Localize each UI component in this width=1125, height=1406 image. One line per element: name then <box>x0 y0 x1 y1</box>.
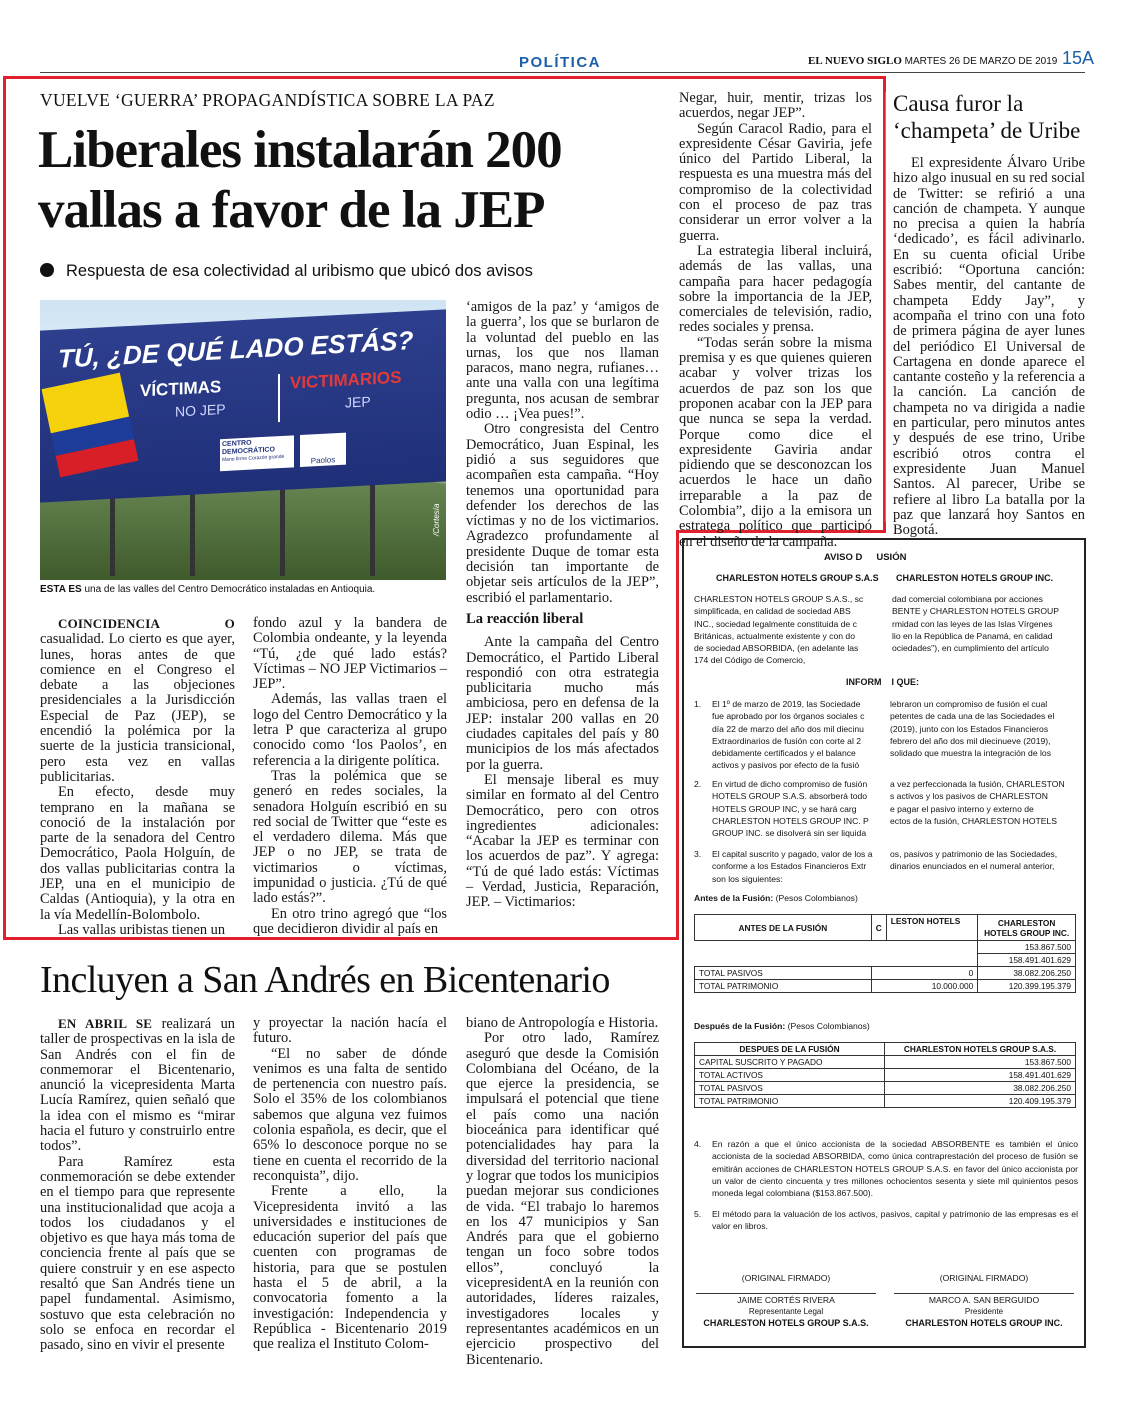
item-3-right <box>890 848 1084 873</box>
item-4-number: 4. <box>694 1139 702 1149</box>
col1-p3: Las vallas uribistas tienen un <box>58 921 226 938</box>
cell: TOTAL ACTIVOS <box>695 1069 885 1082</box>
line: lio en la República de Panamá, en calidad <box>892 630 1053 641</box>
cell: TOTAL PATRIMONIO <box>695 980 872 993</box>
logo1-sub: Mano firme Corazón grande <box>222 453 285 464</box>
cell: 120.399.195.379 <box>978 980 1076 993</box>
photo-credit: /Cortesía <box>432 503 441 536</box>
item-1-left <box>712 698 882 772</box>
notice-title <box>824 552 906 564</box>
line: GROUP INC. se disolverá sin ser liquida <box>712 828 867 839</box>
bullet-icon <box>40 263 54 277</box>
billboard-left-big: VÍCTIMAS <box>140 377 222 401</box>
line: día 22 de marzo del año dos mil diecinu <box>712 723 864 734</box>
logo2-text: Paolos <box>310 455 336 466</box>
lead-in: COINCIDENCIA O <box>58 616 235 631</box>
line: a vez perfeccionada la fusión, CHARLESTON <box>890 779 1065 789</box>
second-col1-p2: Para Ramírez esta conmemoración se debe extender en el tiempo para que represente una institucionalidad que acoja a todos los ciudadanos y el objetivo es que haya más toma de conciencia frente al país que se quiere construir y en ese aspecto resaltó que San Andrés tiene un papel fundamental. Asimismo, sostuvo que esta celebración no solo se enfoca en recordar el pasado, sino en vivir el presente <box>40 1153 235 1354</box>
table-row <box>695 1056 1076 1069</box>
cell: CAPITAL SUSCRITO Y PAGADO <box>695 1056 885 1069</box>
line: dinarios enunciados en el numeral anterior, <box>890 861 1055 872</box>
th-after-col2: CHARLESTON HOTELS GROUP S.A.S. <box>885 1043 1076 1056</box>
item-5-number: 5. <box>694 1209 702 1219</box>
inform-b: I QUE: <box>891 677 920 687</box>
billboard-divider <box>278 374 280 422</box>
notice-inform <box>846 676 919 688</box>
table-row <box>695 1095 1076 1108</box>
second-headline: Incluyen a San Andrés en Bicentenario <box>40 959 610 1001</box>
line: El 1º de marzo de 2019, las Sociedade <box>712 699 861 709</box>
caption-lead: ESTA ES <box>40 584 82 595</box>
item-2-number: 2. <box>694 779 702 789</box>
section-label: POLÍTICA <box>519 54 601 71</box>
second-column-1 <box>40 1016 235 1354</box>
billboard-right-small: JEP <box>345 393 371 411</box>
page-number: 15A <box>1062 48 1095 68</box>
table-row <box>695 941 1076 954</box>
headline-line-2: vallas a favor de la JEP <box>38 181 545 239</box>
col1-p1: casualidad. Lo cierto es que ayer, lunes, horas antes de que comience en el Congreso el debate a las objeciones presidenciales a la Jurisdicción Especial de Paz (JEP), se encendió la polémica por la suerte de la justicia transicional, pero esta vez en vallas publicitarias. <box>40 631 235 785</box>
cell: TOTAL PASIVOS <box>695 1082 885 1095</box>
cell: 153.867.500 <box>978 941 1076 954</box>
col4-p3: La estrategia liberal incluirá, además de las vallas, una campaña para hacer pedagogía sobre la importancia de la JEP, comerciales de televisión, radio, redes sociales y prensa. <box>679 242 872 336</box>
sig2-company: CHARLESTON HOTELS GROUP INC. <box>905 1317 1063 1328</box>
notice-intro-right <box>892 593 1082 654</box>
notice-intro-left <box>694 593 882 667</box>
line: INC., sociedad legalmente constituida de c <box>694 618 857 629</box>
line: En virtud de dicho compromiso de fusión <box>712 779 868 789</box>
billboard-title: TÚ, ¿DE QUÉ LADO ESTÁS? <box>58 325 414 374</box>
highlight-box-notch <box>676 530 679 940</box>
second-col1: realizará un taller de prospectivas en la isla de San Andrés con el fin de conmemorar el Bicentenario, anunció la vicepresidenta Marta Lucía Ramírez, quien señaló que la idea con el mismo es “mirar hacia el futuro y construirlo entre todos”. <box>40 1016 235 1155</box>
line: Extraordinarios de fusión con corte al 2 <box>712 735 862 746</box>
table-row <box>695 954 1076 967</box>
cell: 158.491.401.629 <box>978 954 1076 967</box>
second-column-2 <box>253 1015 447 1353</box>
line: lebraron un compromiso de fusión el cual <box>890 699 1048 709</box>
table-row <box>695 967 1076 980</box>
line: simplificada, en calidad de sociedad ABS <box>694 606 851 617</box>
paolos-logo <box>300 433 346 467</box>
logo1-text: CENTRO DEMOCRÁTICO <box>222 439 275 457</box>
billboard-left-small: NO JEP <box>175 400 226 420</box>
main-column-3 <box>466 300 659 922</box>
line: El capital suscrito y pagado, valor de los a <box>712 849 873 859</box>
line: Británicas, actualmente existente y con do <box>694 630 855 641</box>
table-overlay-strip <box>684 930 692 970</box>
line: son los siguientes: <box>712 873 783 884</box>
line: 174 del Código de Comercio, <box>694 655 806 666</box>
line: BENTE y CHARLESTON HOTELS GROUP <box>892 606 1059 617</box>
masthead <box>808 55 1057 67</box>
sig1-role: Representante Legal <box>748 1306 824 1316</box>
main-column-4 <box>679 90 872 550</box>
th-col3: LESTON HOTELS <box>886 915 977 941</box>
th-col4: CHARLESTON HOTELS GROUP INC. <box>978 915 1076 941</box>
col3-p2: Otro congresista del Centro Democrático, Juan Espinal, les pidió a sus seguidores que acompañen esta campaña. “Hoy tenemos una oportunidad para defender los derechos de las víctimas y no de los victimarios. Agradezco profundamente al presidente Duque de tomar esta decisión tan importante de objetar seis artículos de la JEP”, escribió el parlamentario. <box>466 421 659 606</box>
side-column-rule <box>885 92 886 522</box>
notice-title-b: USIÓN <box>876 552 907 563</box>
item-2-left <box>712 778 882 839</box>
summary-text: Respuesta de esa colectividad al uribismo que ubicó dos avisos <box>66 262 533 280</box>
inform-a: INFORM <box>846 677 882 687</box>
second-col2-p2: “El no saber de dónde venimos es una falta de sentido de pertenencia con nuestro país. Solo el 35% de los colombianos sabemos que alguna vez fuimos colonia española, es decir, que el 65% lo desconoce porque no se tiene en cuenta el recorrido de la reconquista”, dijo. <box>253 1045 447 1184</box>
col4-p1: Negar, huir, mentir, trizas los acuerdos, negar JEP”. <box>679 90 872 122</box>
col3-p1: ‘amigos de la paz’ y ‘amigos de la guerra’, los que se burlaron de la voluntad del pueblo en las urnas, los que nos llaman paracos, mano negra, rufianes… ante una valla con una legítima pregunta, nos acusan de sembrar odio … ¡Vea pues!”. <box>466 299 659 423</box>
cell: TOTAL PASIVOS <box>695 967 872 980</box>
side-p1: El expresidente Álvaro Uribe hizo algo inusual en su red social de Twitter: se refirió a una canción de champeta. Y aunque no precisa a quien la habría ‘dedicado’, es fácil adivinarlo. En su cuenta oficial Uribe escribió: “Oportuna canción: Sabes mentir, del cantante de champeta Eddy Jay”, y acompaña el trino con una foto de primera página de ayer lunes del periódico El Universal de Cartagena en donde aparece el cantante costeño y la referencia a la canción. La canción de champeta no va dirigida a nadie en particular, pero minutos antes y después de ese trino, Uribe escribió otros contra el expresidente Juan Manuel Santos. Al parecer, Uribe se refiere al libro La batalla por la paz que lanzará hoy Santos en Bogotá. <box>893 155 1085 539</box>
notice-company-a: CHARLESTON HOTELS GROUP S.A.S <box>716 573 879 583</box>
second-lead-in: EN ABRIL SE <box>58 1016 153 1031</box>
col2-p4: En otro trino agregó que “los que decidieron dividir al país en <box>253 905 447 937</box>
col4-p2: Según Caracol Radio, para el expresidente César Gaviria, jefe único del Partido Liberal, la respuesta es una muestra más del compromiso de la colectividad con el proceso de paz tras considerar un error volver a la guerra. <box>679 120 872 244</box>
notice-company-b: CHARLESTON HOTELS GROUP INC. <box>896 573 1054 583</box>
notice-title-a: AVISO D <box>824 552 863 563</box>
col4-p4: “Todas serán sobre la misma premisa y es que quienes quieren acabar y volver trizas los acuerdos de paz son los que proponen acabar con la JEP para que nunca se sepa la verdad. Porque como dice el expresidente Gaviria andar pidiendo que se desconozcan los acuerdos le hace un daño irreparable a la paz de Colombia”, dijo a la emisora un estratega político que participó en el diseño de la campaña. <box>679 334 872 550</box>
legal-notice <box>682 538 1086 1348</box>
th-before: ANTES DE LA FUSIÓN <box>695 915 872 941</box>
after-label: Después de la Fusión: <box>694 1021 786 1031</box>
table-row <box>695 980 1076 993</box>
col1-p2: En efecto, desde muy temprano en la mañana se conoció de la instalación por parte de la senadora del Centro Democrático, Paola Holguín, de dos vallas publicitarias contra la JEP, una en el municipio de Caldas (Antioquia), y la otra en la vía Medellín-Bolombolo. <box>40 784 235 923</box>
notice-cover-strip <box>882 540 890 950</box>
second-col3-p1: biano de Antropología e Historia. <box>466 1015 659 1031</box>
sig1-original: (ORIGINAL FIRMADO) <box>741 1273 831 1283</box>
paper-name: EL NUEVO SIGLO <box>808 55 902 67</box>
after-fusion-label <box>694 1020 870 1032</box>
sig1-company: CHARLESTON HOTELS GROUP S.A.S. <box>703 1317 869 1328</box>
subhead: La reacción liberal <box>466 610 584 627</box>
before-label: Antes de la Fusión: <box>694 893 774 903</box>
cell: 38.082.206.250 <box>885 1082 1076 1095</box>
centro-democratico-logo <box>220 435 294 471</box>
after-fusion-table <box>694 1042 1076 1108</box>
item-5: El método para la valuación de los activos, pasivos, capital y patrimonio de las empresas es el valor en libros. <box>712 1209 1078 1232</box>
line: conforme a los Estados Financieros Extr <box>712 861 867 872</box>
line: rmidad con las leyes de las Islas Vírgenes <box>892 618 1053 629</box>
col2-p2: Además, las vallas traen el logo del Centro Democrático y la letra P que caracteriza al grupo conocido como ‘los Paolos’, en referencia a la dirigente política. <box>253 691 447 769</box>
issue-date: MARTES 26 DE MARZO DE 2019 <box>904 56 1058 67</box>
highlight-box-left <box>3 76 6 940</box>
second-column-3 <box>466 1015 659 1368</box>
caption-text: una de las valles del Centro Democrático instaladas en Antioquia. <box>84 584 376 595</box>
sig2-name: MARCO A. SAN BERGUIDO <box>928 1295 1040 1306</box>
after-unit: (Pesos Colombianos) <box>787 1021 870 1031</box>
second-col2-p3: Frente a ello, la Vicepresidenta invitó a las universidades e instituciones de educación superior del país que cuenten con programas de historia, para que se postulen hasta el 5 de abril, a la convocatoria fomento a la investigación: Independencia y República - Bicentenario 2019 que realiza el Instituto Colom- <box>253 1183 447 1353</box>
side-headline: Causa furor la ‘champeta’ de Uribe <box>893 91 1081 143</box>
line: CHARLESTON HOTELS GROUP INC. P <box>712 815 869 826</box>
line: de sociedad ABSORBIDA, (en adelante las <box>694 643 859 654</box>
header-rule <box>40 72 1085 73</box>
table-row <box>695 1082 1076 1095</box>
th-col2: C <box>871 915 886 941</box>
cell: TOTAL PATRIMONIO <box>695 1095 885 1108</box>
kicker: VUELVE ‘GUERRA’ PROPAGANDÍSTICA SOBRE LA PAZ <box>40 90 495 110</box>
side-story-text <box>893 155 1085 539</box>
line: HOTELS GROUP S.A.S. absorberá todo <box>712 791 868 802</box>
th-after: DESPUES DE LA FUSIÓN <box>695 1043 885 1056</box>
sig1-name: JAIME CORTÉS RIVERA <box>737 1295 835 1306</box>
sig2-role: Presidente <box>964 1306 1004 1316</box>
item-1-right <box>890 698 1084 759</box>
photo-caption <box>40 584 450 595</box>
col3-p3: Ante la campaña del Centro Democrático, el Partido Liberal respondió con otra estrategia publicitaria mucho más ambiciosa, pero en defensa de la JEP: instalar 200 vallas en 20 ciudades capitales del país y 80 municipios de los más afectados por la guerra. <box>466 634 659 773</box>
summary <box>40 262 533 281</box>
cell: 10.000.000 <box>871 980 977 993</box>
table-header <box>695 915 1076 941</box>
billboard-leg-4 <box>370 480 375 576</box>
line: solidado que muestra la integración de los <box>890 748 1051 759</box>
billboard-leg-3 <box>280 480 285 576</box>
billboard-right-big: VICTIMARIOS <box>290 367 402 393</box>
before-unit: (Pesos Colombianos) <box>775 893 858 903</box>
cell: 153.867.500 <box>885 1056 1076 1069</box>
main-column-2 <box>253 615 447 937</box>
line: activos y pasivos por efecto de la fusió <box>712 760 860 771</box>
line: os, pasivos y patrimonio de las Sociedades, <box>890 849 1058 859</box>
col3-p4: El mensaje liberal es muy similar en formato al del Centro Democrático, pero con otros ingredientes adicionales: “Acabar la JEP es terminar con los acuerdos de paz”. Y agrega: “Tú de qué lado estás: Víctimas – Verdad, Justicia, Reparación, JEP. – Victimarios: <box>466 771 659 911</box>
main-column-1 <box>40 616 235 938</box>
billboard-photo <box>40 300 446 578</box>
item-4: En razón a que el único accionista de la sociedad ABSORBENTE es también el único accionista de la sociedad ABSORBIDA, como única contraprestación del proceso de fusión se emitirán acciones de CHARLESTON HOTELS GROUP S.A.S. en favor del único accionista por un valor de ciento cincuenta y tres millones ochocientos sesenta y siete mil quinientos pesos moneda legal colombiana ($153.867.500). <box>712 1139 1078 1199</box>
table-row <box>695 1069 1076 1082</box>
line: ectos de la fusión, CHARLESTON HOTELS <box>890 815 1058 826</box>
item-2-right <box>890 778 1084 827</box>
signature-block-2 <box>894 1272 1074 1329</box>
line: debidamente certificados y el balance <box>712 748 856 759</box>
item-1-number: 1. <box>694 699 702 709</box>
line: HOTELS GROUP INC, y se hará carg <box>712 803 857 814</box>
before-fusion-table <box>694 914 1076 993</box>
highlight-box-top <box>3 76 886 79</box>
headline <box>38 120 562 240</box>
line: CHARLESTON HOTELS GROUP S.A.S., sc <box>694 594 864 604</box>
line: s activos y los pasivos de CHARLESTON <box>890 791 1048 802</box>
col2-p3: Tras la polémica que se generó en redes sociales, la senadora Holguín escribió en su red social de Twitter que “este es el verdadero dilema. Más que JEP o no JEP, se trata de victimarios o víctimas, impunidad o justicia. ¿Tú de qué lado estás?”. <box>253 767 447 907</box>
line: e pagar el pasivo interno y externo de <box>890 803 1034 814</box>
headline-line-1: Liberales instalarán 200 <box>38 121 562 179</box>
cell: 38.082.206.250 <box>978 967 1076 980</box>
line: petentes de cada una de las Sociedades el <box>890 711 1055 722</box>
item-3-left <box>712 848 882 885</box>
line: (2019), junto con los Estados Financieros <box>890 723 1049 734</box>
line: febrero del año dos mil diecinueve (2019), <box>890 735 1051 746</box>
cell: 120.409.195.379 <box>885 1095 1076 1108</box>
cell: 158.491.401.629 <box>885 1069 1076 1082</box>
cell: 0 <box>871 967 977 980</box>
line: dad comercial colombiana por acciones <box>892 594 1043 604</box>
col2-p1: fondo azul y la bandera de Colombia ondeante, y la leyenda “Tú, ¿de qué lado estás? Víctimas – NO JEP Victimarios – JEP”. <box>253 615 447 693</box>
second-col2-p1: y proyectar la nación hacía el futuro. <box>253 1015 447 1047</box>
item-3-number: 3. <box>694 849 702 859</box>
sig2-original: (ORIGINAL FIRMADO) <box>939 1273 1029 1283</box>
signature-block-1 <box>696 1272 876 1329</box>
before-fusion-label <box>694 892 858 904</box>
line: fue aprobado por los órganos sociales c <box>712 711 865 722</box>
second-col3-p2: Por otro lado, Ramírez aseguró que desde la Comisión Colombiana del Océano, de la que ejerce la presidencia, se impulsará el potencial que tiene el país como una nación bioceánica para identificar qué potencialidades hay para la diversidad del territorio nacional y lograr que todos los municipios puedan mejorar sus condiciones de vida. “El trabajo lo haremos en los 47 municipios y San Andrés para que el gobierno tengan un foco sobre todos ellos”, concluyó la vicepresidentA en la reunión con autoridades, líderes raizales, investigadores locales y representantes académicos en un ejercicio prospectivo del Bicentenario. <box>466 1030 659 1368</box>
line: ociedades"), en cumplimiento del artículo <box>892 643 1049 654</box>
table-header <box>695 1043 1076 1056</box>
